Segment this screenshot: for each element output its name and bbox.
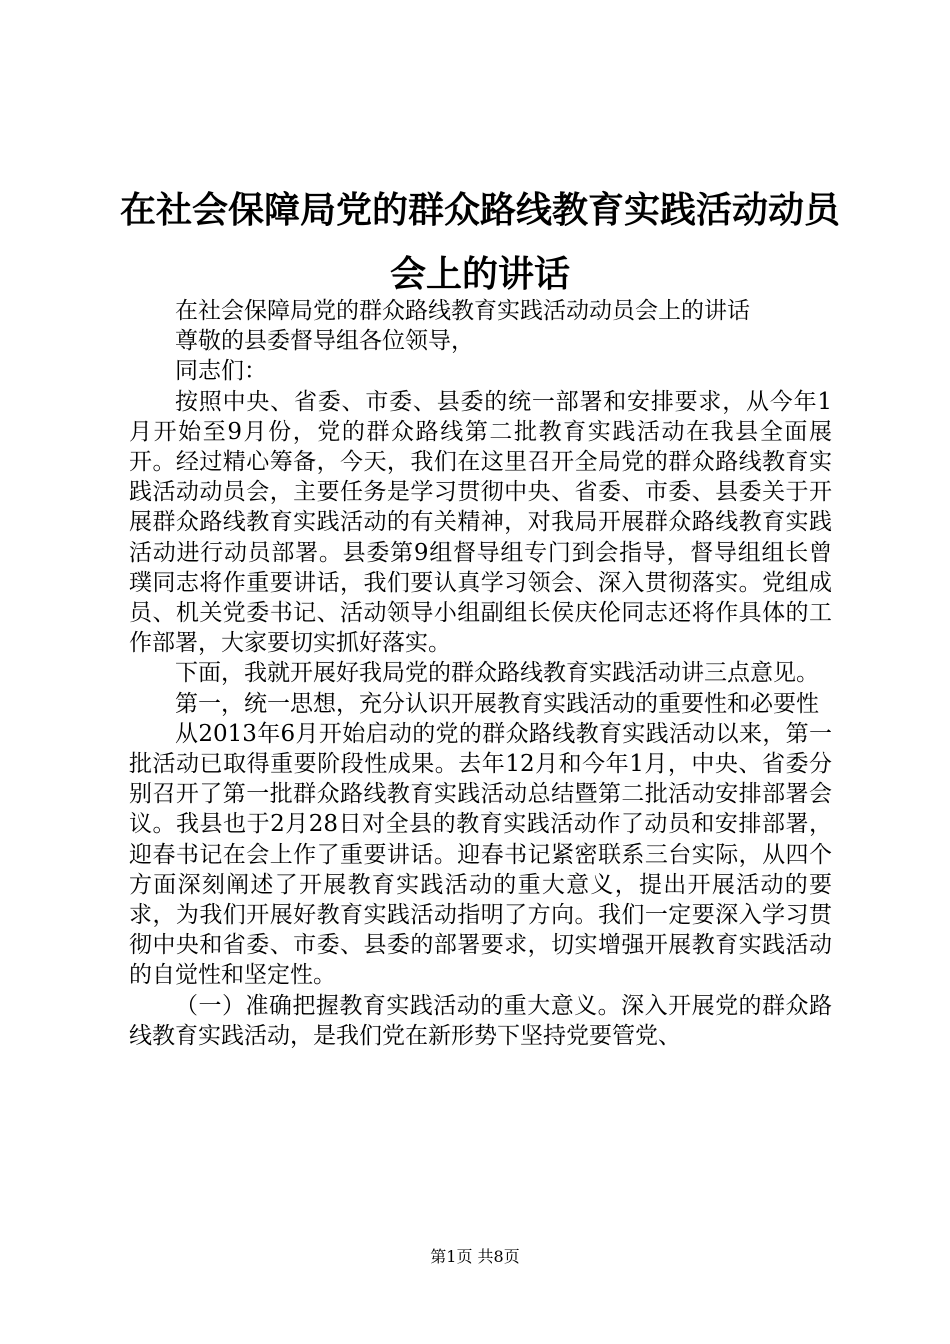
body-paragraph: 下面，我就开展好我局党的群众路线教育实践活动讲三点意见。	[175, 660, 819, 687]
salutation-paragraph: 同志们：	[175, 358, 267, 385]
body-paragraph: 从2013年6月开始启动的党的群众路线教育实践活动以来，第一批活动已取得重要阶段性成果。去年12月和今年1月，中央、省委分别召开了第一批群众路线教育实践活动总结暨第二批活动安排部署会议。我县也于2月28日对全县的教育实践活动作了动员和安排部署，迎春书记在会上作了重要讲话。迎春书记紧密联系三台实际，从四个方面深刻阐述了开展教育实践活动的重大意义，提出开展活动的要求，为我们开展好教育实践活动指明了方向。我们一定要深入学习贯彻中央和省委、市委、县委的部署要求，切实增强开展教育实践活动的自觉性和坚定性。	[129, 720, 832, 989]
body-paragraph: 在社会保障局党的群众路线教育实践活动动员会上的讲话	[175, 298, 750, 324]
document-title: 在社会保障局党的群众路线教育实践活动动员会上的讲话	[120, 189, 841, 295]
page-number: 第1页 共8页	[430, 1247, 520, 1266]
salutation-paragraph: 尊敬的县委督导组各位领导，	[175, 328, 474, 355]
document-body	[129, 296, 832, 1051]
body-paragraph: （一）准确把握教育实践活动的重大意义。深入开展党的群众路线教育实践活动，是我们党在新形势下坚持党要管党、	[129, 992, 832, 1049]
body-paragraph: 按照中央、省委、市委、县委的统一部署和安排要求，从今年1月开始至9月份，党的群众路线第二批教育实践活动在我县全面展开。经过精心筹备，今天，我们在这里召开全局党的群众路线教育实践活动动员会，主要任务是学习贯彻中央、省委、市委、县委关于开展群众路线教育实践活动的有关精神，对我局开展群众路线教育实践活动进行动员部署。县委第9组督导组专门到会指导，督导组组长曾璞同志将作重要讲话，我们要认真学习领会、深入贯彻落实。党组成员、机关党委书记、活动领导小组副组长侯庆伦同志还将作具体的工作部署，大家要切实抓好落实。	[129, 388, 832, 657]
section-heading: 第一，统一思想，充分认识开展教育实践活动的重要性和必要性	[175, 690, 819, 717]
